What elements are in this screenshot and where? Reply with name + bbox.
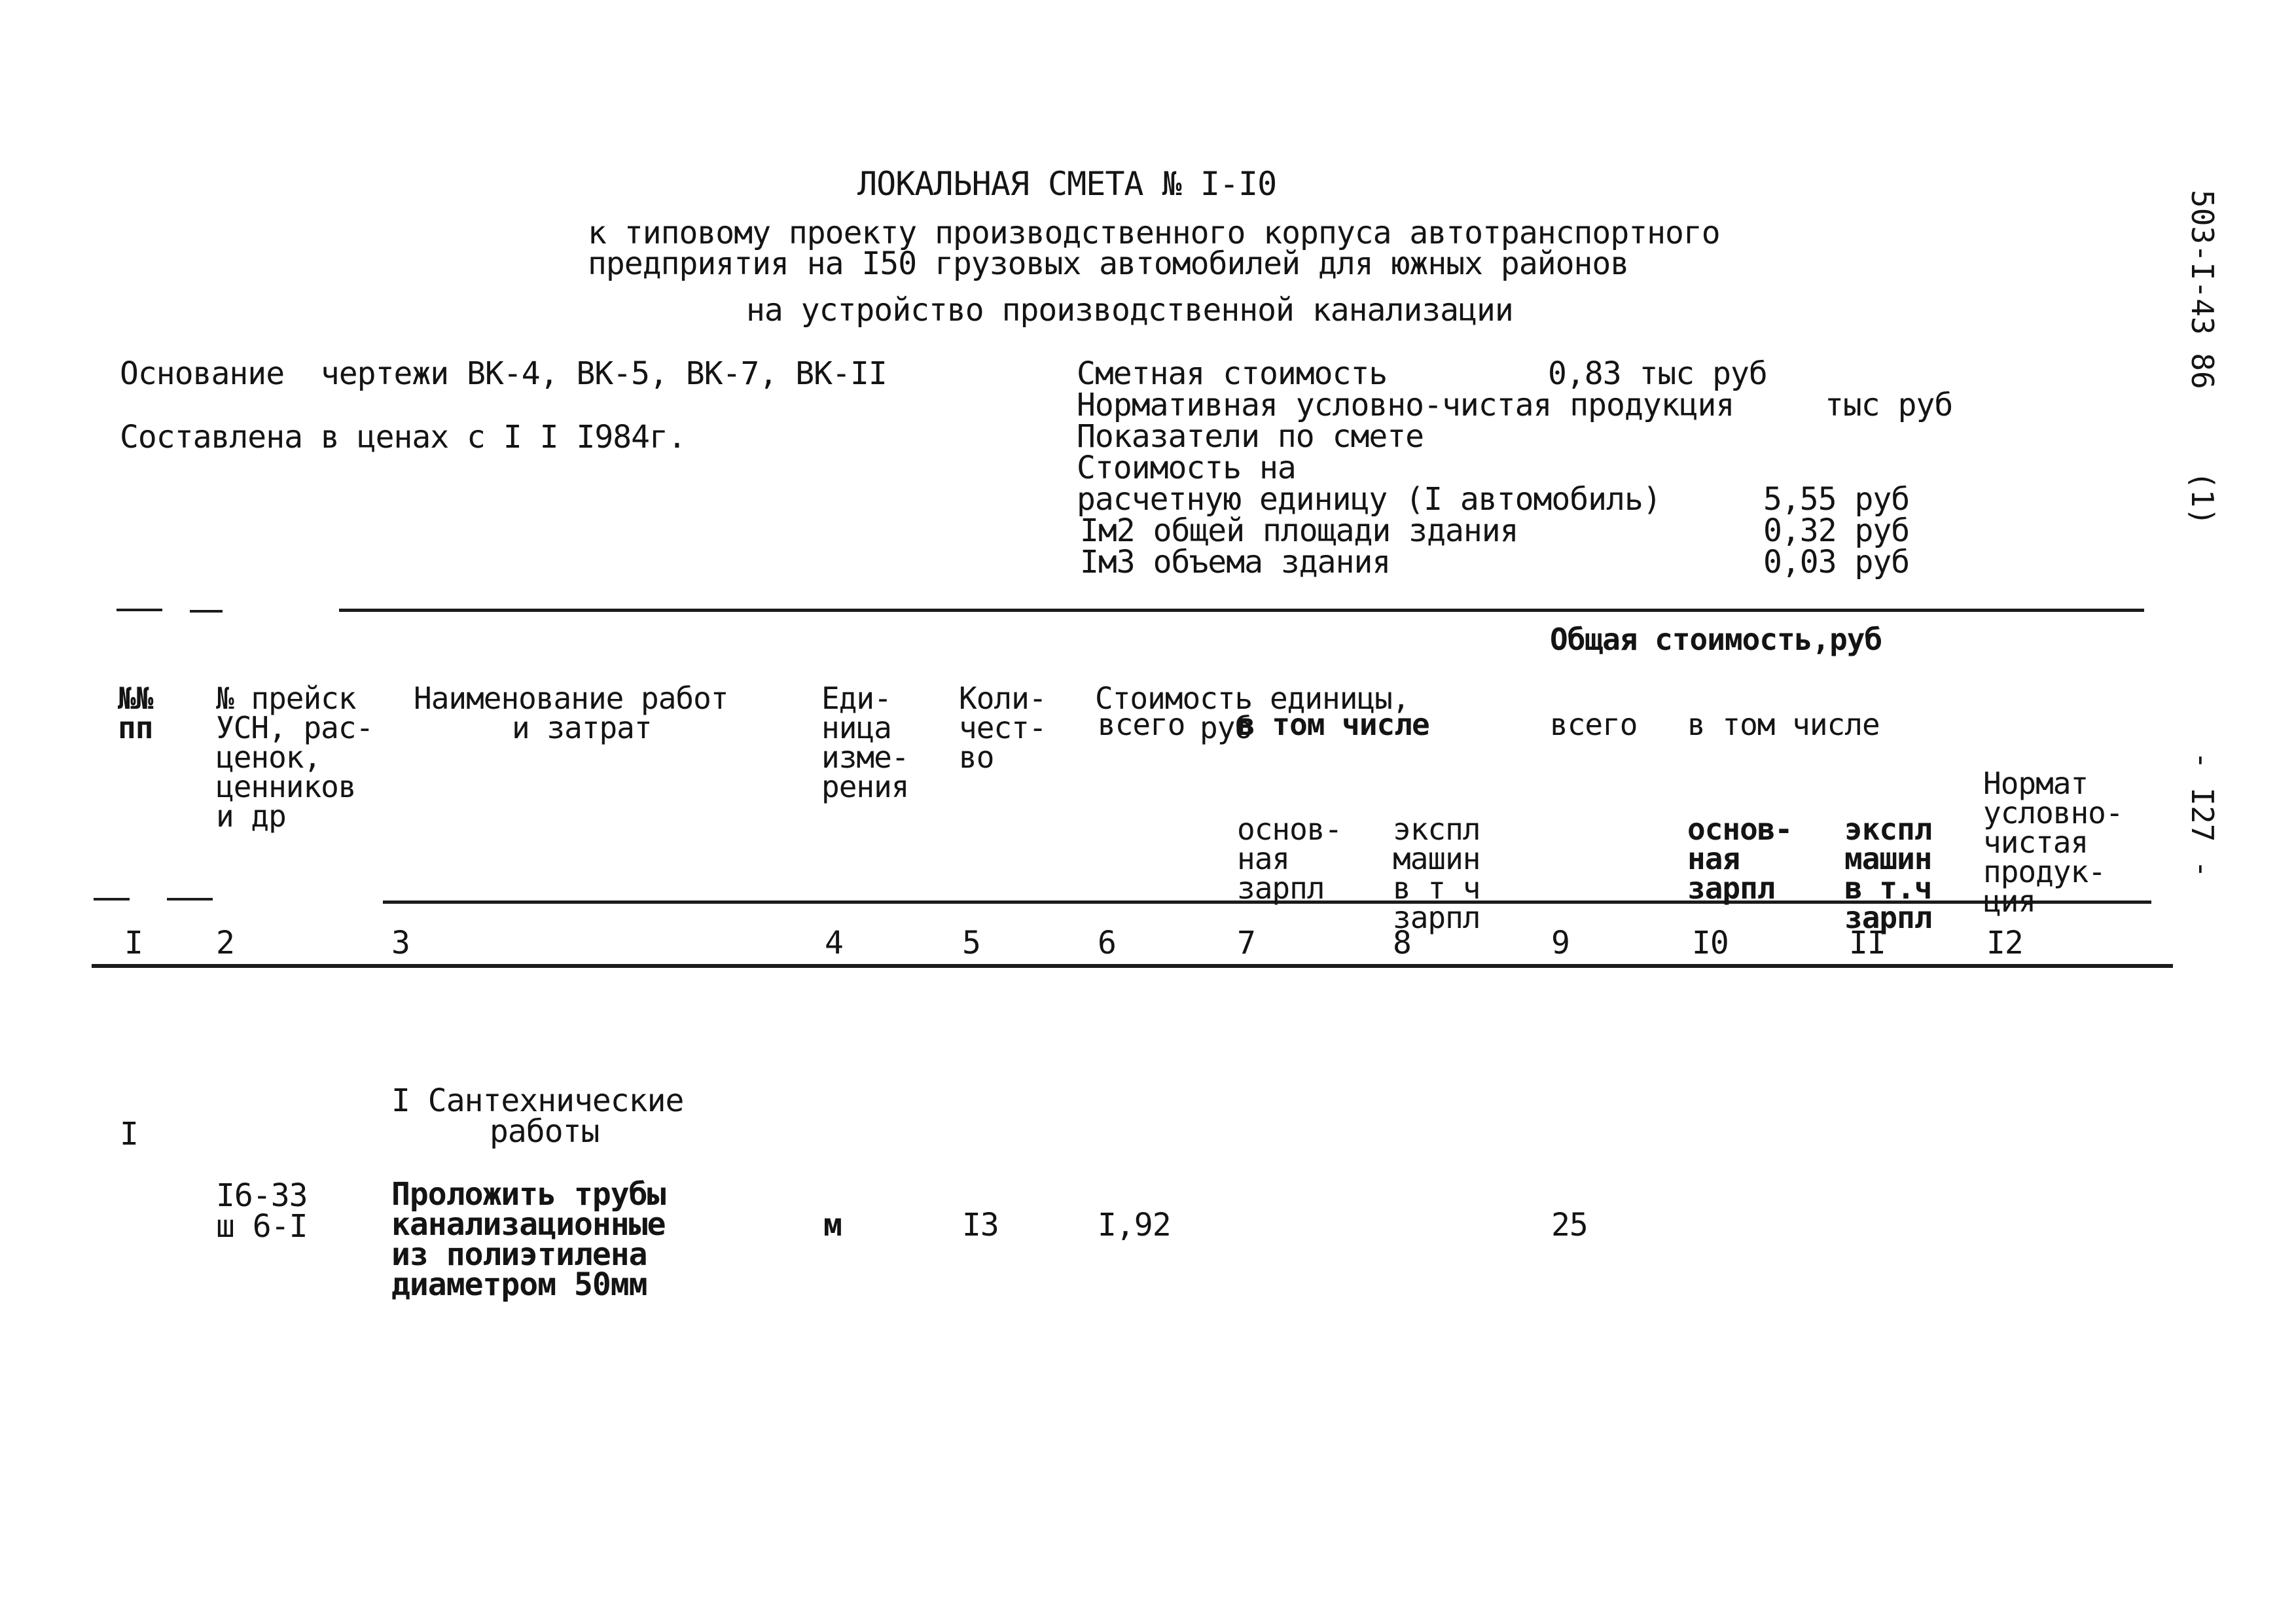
unit-machines-header: экспл машин в т ч зарпл [1393, 812, 1480, 935]
col-number: 8 [1393, 925, 1411, 961]
col-number: 3 [391, 925, 410, 961]
col-number: 7 [1237, 925, 1255, 961]
subtitle-line-3: на устройство производственной канализации [746, 292, 1513, 329]
col-number: 6 [1098, 925, 1116, 961]
side-mark: (1) [2185, 471, 2220, 526]
row-quantity: I3 [962, 1207, 999, 1243]
col4-header: Еди- ница изме- рения [821, 681, 909, 804]
unit-cost-header: Стоимость единицы, руб [1095, 681, 1410, 745]
document-title: ЛОКАЛЬНАЯ СМЕТА № I-I0 [857, 165, 1277, 203]
total-incl-header: в том числе [1687, 707, 1880, 742]
per-m3-label: Iм3 объема здания [1080, 544, 1391, 580]
unit-incl-header: в том числе [1237, 707, 1429, 742]
per-m2-value: 0,32 руб [1763, 512, 1910, 549]
col-number: 2 [216, 925, 234, 961]
header-bottom-rule-left [94, 898, 130, 901]
col-number: I [124, 925, 143, 961]
unit-total-header: всего [1098, 707, 1185, 742]
subtitle-line-1: к типовому проекту производственного корпуса автотранспортного [588, 215, 1720, 251]
per-unit-label: расчетную единицу (I автомобиль) [1077, 481, 1661, 518]
row-total: 25 [1551, 1207, 1588, 1243]
col3-header: Наименование работ и затрат [414, 681, 728, 745]
total-cost-header: Общая стоимость,руб [1550, 622, 1882, 657]
table-top-rule-left-2 [190, 610, 223, 613]
normative-label: Нормативная условно-чистая продукция [1077, 387, 1734, 423]
normat-header: Нормат условно- чистая продук- ция [1983, 766, 2123, 919]
indicators-label: Показатели по смете [1077, 418, 1424, 455]
row-name: Проложить трубы канализационные из полиэтилена диаметром 50мм [391, 1176, 666, 1303]
prices-text: Составлена в ценах с I I I984г. [120, 419, 686, 455]
col1-header: №№ пп [118, 681, 153, 745]
basis-text: Основание чертежи ВК-4, ВК-5, ВК-7, ВК-II [120, 355, 887, 392]
total-main-wage-header: основ- ная зарпл [1687, 812, 1793, 906]
col-number: 9 [1551, 925, 1570, 961]
cost-on-label: Стоимость на [1077, 450, 1296, 486]
page-number: - I27 - [2185, 751, 2220, 878]
header-bottom-rule-left-2 [167, 898, 213, 901]
col-number: 5 [962, 925, 980, 961]
col5-header: Коли- чест- во [959, 681, 1047, 775]
subtitle-line-2: предприятия на I50 грузовых автомобилей для южных районов [588, 245, 1629, 282]
total-machines-header: экспл машин в т.ч зарпл [1844, 812, 1932, 935]
side-code: 503-I-43 86 [2185, 190, 2220, 389]
table-top-rule-left [117, 609, 162, 611]
unit-main-wage-header: основ- ная зарпл [1237, 812, 1342, 906]
col-number: 4 [825, 925, 843, 961]
per-m2-label: Iм2 общей площади здания [1080, 512, 1518, 549]
row-number: I [120, 1116, 138, 1152]
per-unit-value: 5,55 руб [1763, 481, 1910, 518]
table-top-rule [339, 609, 2144, 612]
col-number: I2 [1986, 925, 2023, 961]
col-number: I0 [1692, 925, 1729, 961]
row-code: I6-33 ш 6-I [216, 1177, 308, 1245]
normative-unit: тыс руб [1825, 387, 1953, 423]
section-heading: I Сантехнические работы [391, 1082, 684, 1150]
col2-header: № прейск УСН, рас- ценок, ценников и др [216, 681, 374, 834]
col-number: II [1849, 925, 1886, 961]
per-m3-value: 0,03 руб [1763, 544, 1910, 580]
estimated-cost-label: Сметная стоимость [1077, 355, 1388, 392]
total-total-header: всего [1550, 707, 1638, 742]
estimated-cost-value: 0,83 тыс руб [1548, 355, 1767, 392]
row-unit: м [823, 1207, 842, 1243]
row-unit-price: I,92 [1098, 1207, 1171, 1243]
